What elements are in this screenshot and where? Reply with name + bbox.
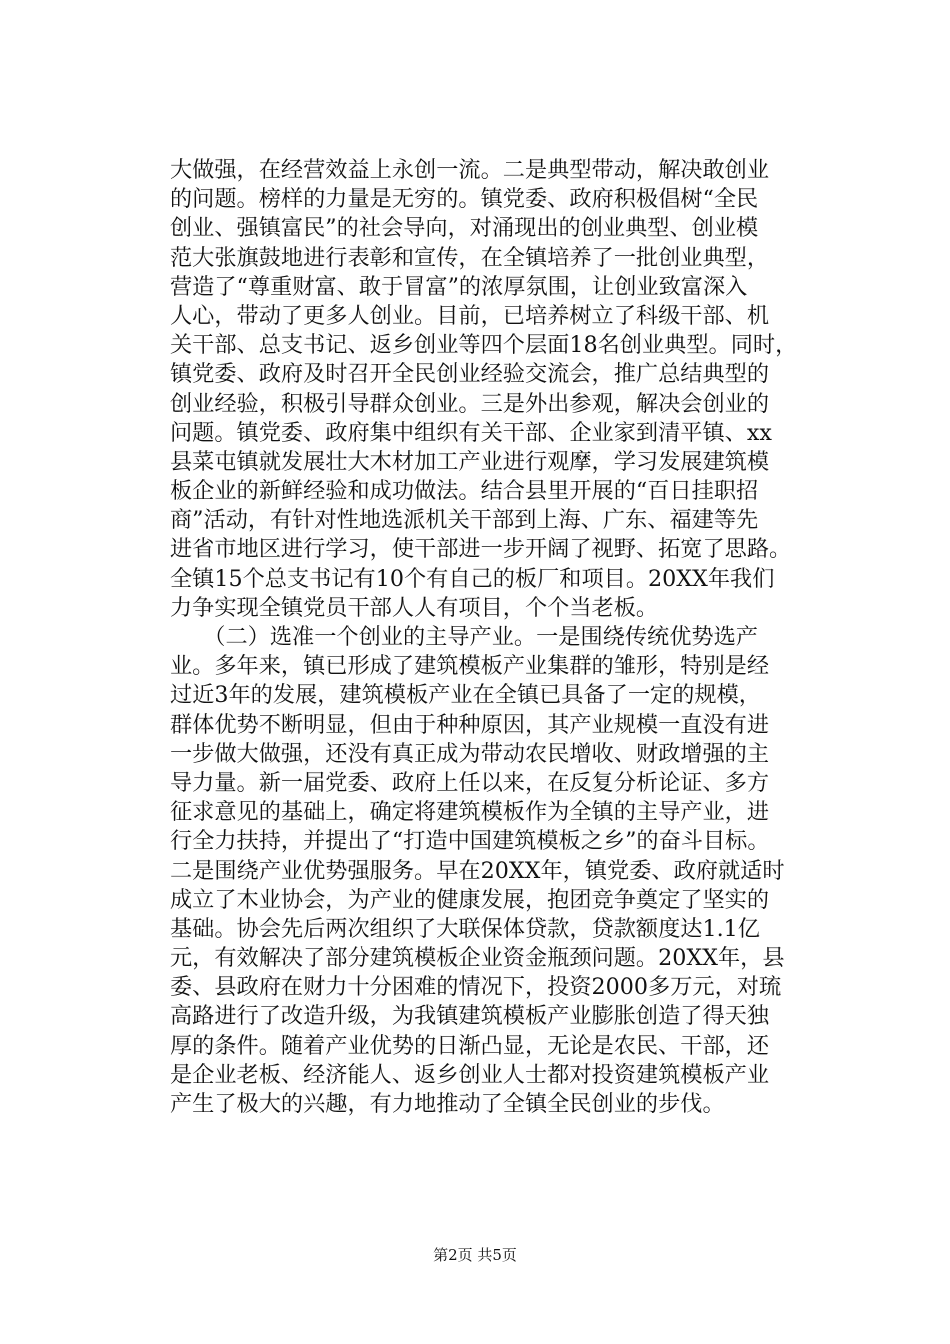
text-line: 导力量。新一届党委、政府上任以来，在反复分析论证、多方 <box>170 769 770 796</box>
text-line: 高路进行了改造升级，为我镇建筑模板产业膨胀创造了得天独 <box>170 1003 770 1030</box>
text-line: 委、县政府在财力十分困难的情况下，投资2000多万元，对琉 <box>170 974 782 1001</box>
text-line: 关干部、总支书记、返乡创业等四个层面18名创业典型。同时， <box>170 332 798 359</box>
text-line: 一步做大做强，还没有真正成为带动农民增收、财政增强的主 <box>170 740 770 767</box>
text-line: 问题。镇党委、政府集中组织有关干部、企业家到清平镇、xx <box>170 419 772 446</box>
text-line: 创业经验，积极引导群众创业。三是外出参观，解决会创业的 <box>170 390 770 417</box>
text-line: 范大张旗鼓地进行表彰和宣传，在全镇培养了一批创业典型， <box>170 244 770 271</box>
text-line: 力争实现全镇党员干部人人有项目，个个当老板。 <box>170 594 659 621</box>
text-line: 创业、强镇富民”的社会导向，对涌现出的创业典型、创业模 <box>170 215 759 242</box>
text-line: （二）选准一个创业的主导产业。一是围绕传统优势选产 <box>170 624 758 650</box>
text-line: 板企业的新鲜经验和成功做法。结合县里开展的“百日挂职招 <box>170 478 759 505</box>
text-line: 业。多年来，镇已形成了建筑模板产业集群的雏形，特别是经 <box>170 653 770 680</box>
text-line: 营造了“尊重财富、敢于冒富”的浓厚氛围，让创业致富深入 <box>170 273 748 300</box>
text-line: 的问题。榜样的力量是无穷的。镇党委、政府积极倡树“全民 <box>170 186 759 213</box>
text-line: 县菜屯镇就发展壮大木材加工产业进行观摩，学习发展建筑模 <box>170 448 770 475</box>
page-footer: 第2页 共5页 <box>433 1246 517 1264</box>
text-line: 进省市地区进行学习，使干部进一步开阔了视野、拓宽了思路。 <box>170 536 792 563</box>
text-line: 厚的条件。随着产业优势的日渐凸显，无论是农民、干部，还 <box>170 1032 770 1059</box>
text-line: 镇党委、政府及时召开全民创业经验交流会，推广总结典型的 <box>170 361 770 388</box>
text-line: 行全力扶持，并提出了“打造中国建筑模板之乡”的奋斗目标。 <box>170 828 770 855</box>
text-line: 二是围绕产业优势强服务。早在20XX年，镇党委、政府就适时 <box>170 857 785 884</box>
body-text <box>170 156 810 1119</box>
text-line: 全镇15个总支书记有10个有自己的板厂和项目。20XX年我们 <box>170 565 775 592</box>
text-line: 成立了木业协会，为产业的健康发展，抱团竞争奠定了坚实的 <box>170 886 770 913</box>
text-line: 商”活动，有针对性地选派机关干部到上海、广东、福建等先 <box>170 507 759 534</box>
text-line: 群体优势不断明显，但由于种种原因，其产业规模一直没有进 <box>170 711 770 738</box>
text-line: 元，有效解决了部分建筑模板企业资金瓶颈问题。20XX年，县 <box>170 945 785 972</box>
text-line: 过近3年的发展，建筑模板产业在全镇已具备了一定的规模， <box>170 682 761 709</box>
text-line: 人心，带动了更多人创业。目前，已培养树立了科级干部、机 <box>170 302 770 329</box>
text-line: 基础。协会先后两次组织了大联保体贷款，贷款额度达1.1亿 <box>170 915 760 942</box>
text-line: 产生了极大的兴趣，有力地推动了全镇全民创业的步伐。 <box>170 1091 725 1117</box>
text-line: 是企业老板、经济能人、返乡创业人士都对投资建筑模板产业 <box>170 1061 770 1088</box>
text-line: 大做强，在经营效益上永创一流。二是典型带动，解决敢创业 <box>170 157 770 183</box>
text-line: 征求意见的基础上，确定将建筑模板作为全镇的主导产业，进 <box>170 799 770 826</box>
